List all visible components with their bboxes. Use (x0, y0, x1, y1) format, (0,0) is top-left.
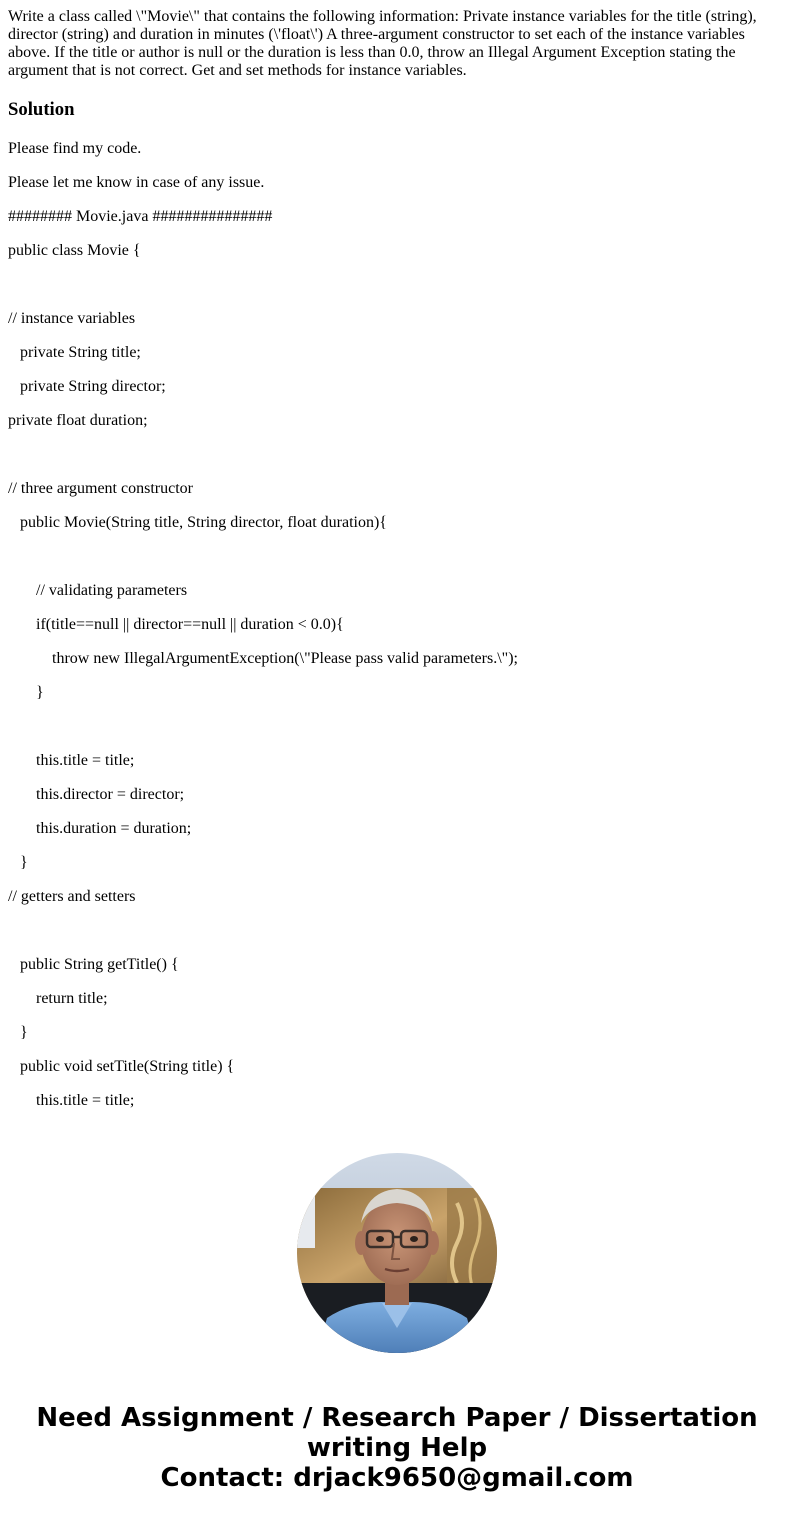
avatar (297, 1153, 497, 1353)
code-line (8, 276, 786, 294)
footer-contact-email: Contact: drjack9650@gmail.com (160, 1463, 634, 1493)
question-text: Write a class called \"Movie\" that contains the following information: Private instance variables for the title (string), director (string) and duration in minutes (\'float\') A three-argument constructor to set each of the instance variables above. If the title or author is null or the duration is less than 0.0, throw an Illegal Argument Exception stating the argument that is not correct. Get and set methods for instance variables. (8, 8, 757, 79)
solution-line: Please let me know in case of any issue. (8, 174, 265, 191)
code-line: if(title==null || director==null || duration < 0.0){ (8, 616, 344, 633)
code-line: public class Movie { (8, 242, 141, 259)
code-line: this.title = title; (8, 752, 135, 769)
contact-footer (0, 1403, 794, 1493)
code-line: public String getTitle() { (8, 956, 179, 973)
code-line: this.director = director; (8, 786, 185, 803)
code-line: } (8, 1024, 28, 1041)
code-line: return title; (8, 990, 108, 1007)
solution-heading: Solution (8, 99, 75, 120)
code-line (8, 922, 786, 940)
solution-body (8, 140, 786, 1110)
footer-headline: Need Assignment / Research Paper / Dissertation (36, 1403, 758, 1433)
code-line: } (8, 684, 44, 701)
code-line: private float duration; (8, 412, 148, 429)
code-line: private String director; (8, 378, 166, 395)
code-line (8, 446, 786, 464)
code-line: // three argument constructor (8, 480, 193, 497)
code-line: private String title; (8, 344, 141, 361)
code-line (8, 548, 786, 566)
code-line: } (8, 854, 28, 871)
code-line: // instance variables (8, 310, 136, 327)
code-line: public Movie(String title, String director, float duration){ (8, 514, 387, 531)
avatar-portrait-image (297, 1153, 497, 1353)
code-line: this.duration = duration; (8, 820, 192, 837)
footer-subheadline: writing Help (306, 1433, 488, 1463)
code-line: // getters and setters (8, 888, 136, 905)
code-line: this.title = title; (8, 1092, 135, 1109)
solution-line: Please find my code. (8, 140, 142, 157)
code-line: throw new IllegalArgumentException(\"Please pass valid parameters.\"); (8, 650, 518, 667)
solution-line: ######## Movie.java ############### (8, 208, 273, 225)
code-line (8, 718, 786, 736)
code-line: public void setTitle(String title) { (8, 1058, 235, 1075)
code-line: // validating parameters (8, 582, 188, 599)
